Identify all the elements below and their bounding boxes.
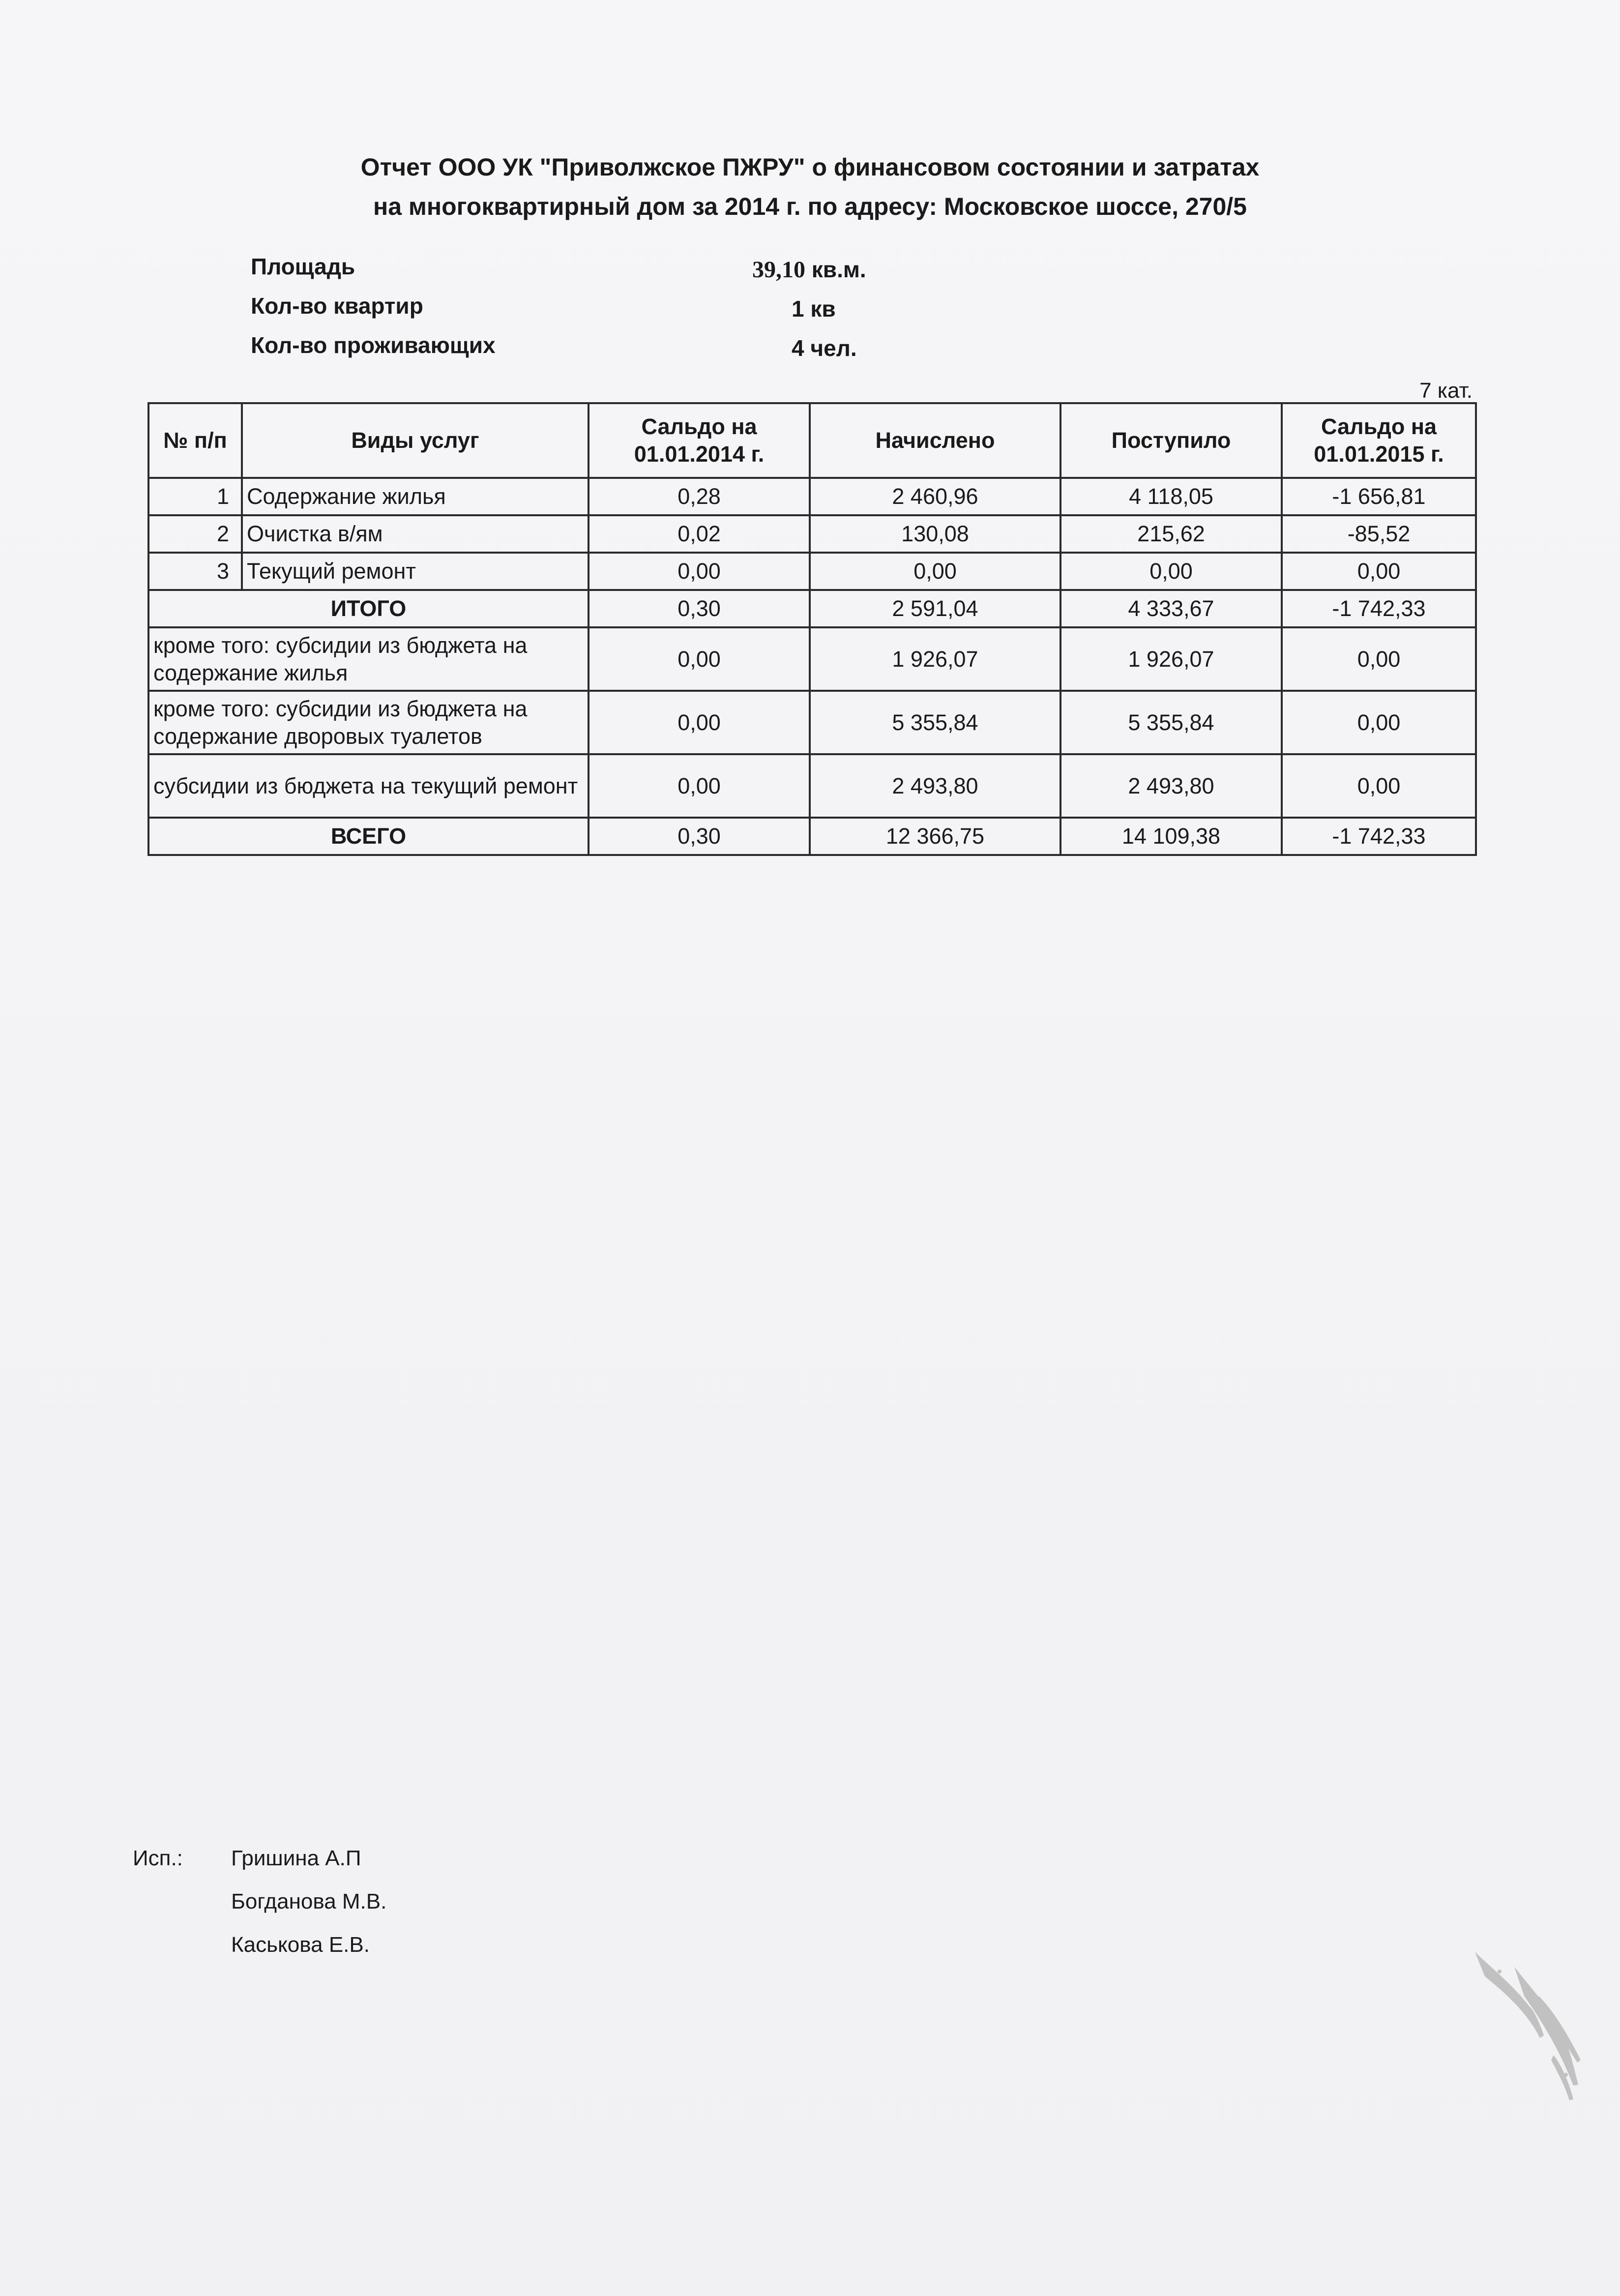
subsidy-row bbox=[148, 691, 1476, 754]
subsidy-saldo-start: 0,00 bbox=[589, 691, 810, 754]
report-title-line-2: на многоквартирный дом за 2014 г. по адресу: Московское шоссе, 270/5 bbox=[373, 193, 1247, 220]
info-row-area bbox=[251, 253, 939, 293]
vsego-saldo-end: -1 742,33 bbox=[1282, 818, 1476, 855]
executor-name: Каськова Е.В. bbox=[231, 1933, 370, 1957]
itogo-row bbox=[148, 590, 1476, 627]
subsidy-row bbox=[148, 627, 1476, 691]
subsidy-service: кроме того: субсидии из бюджета на содержание дворовых туалетов bbox=[148, 691, 589, 754]
row-service: Очистка в/ям bbox=[242, 515, 589, 553]
row-charged: 2 460,96 bbox=[810, 478, 1060, 515]
itogo-label: ИТОГО bbox=[148, 590, 589, 627]
table-row bbox=[148, 553, 1476, 590]
info-row-apartments bbox=[251, 293, 939, 332]
executors-label: Исп.: bbox=[133, 1846, 183, 1870]
subsidy-received: 1 926,07 bbox=[1060, 627, 1282, 691]
table-row bbox=[148, 478, 1476, 515]
apartments-value: 1 кв bbox=[792, 296, 836, 322]
vsego-charged: 12 366,75 bbox=[810, 818, 1060, 855]
row-saldo-end: 0,00 bbox=[1282, 553, 1476, 590]
executor-name: Богданова М.В. bbox=[231, 1889, 387, 1913]
row-saldo-start: 0,02 bbox=[589, 515, 810, 553]
row-num: 3 bbox=[148, 553, 242, 590]
building-info bbox=[251, 253, 939, 371]
area-label: Площадь bbox=[251, 254, 355, 279]
subsidy-received: 5 355,84 bbox=[1060, 691, 1282, 754]
subsidy-charged: 5 355,84 bbox=[810, 691, 1060, 754]
executors-list bbox=[231, 1846, 386, 1976]
subsidy-charged: 2 493,80 bbox=[810, 754, 1060, 818]
subsidy-saldo-start: 0,00 bbox=[589, 754, 810, 818]
residents-value: 4 чел. bbox=[792, 335, 857, 361]
row-service: Текущий ремонт bbox=[242, 553, 589, 590]
row-received: 0,00 bbox=[1060, 553, 1282, 590]
executor-name: Гришина А.П bbox=[231, 1846, 361, 1870]
row-charged: 0,00 bbox=[810, 553, 1060, 590]
row-num: 2 bbox=[148, 515, 242, 553]
subsidy-saldo-end: 0,00 bbox=[1282, 627, 1476, 691]
header-received: Поступило bbox=[1060, 403, 1282, 478]
subsidy-received: 2 493,80 bbox=[1060, 754, 1282, 818]
itogo-saldo-end: -1 742,33 bbox=[1282, 590, 1476, 627]
area-value: 39,10 кв.м. bbox=[752, 257, 866, 283]
scan-smudge bbox=[1455, 1937, 1603, 2114]
subsidy-service: кроме того: субсидии из бюджета на содержание жилья bbox=[148, 627, 589, 691]
header-num: № п/п bbox=[148, 403, 242, 478]
itogo-charged: 2 591,04 bbox=[810, 590, 1060, 627]
subsidy-saldo-end: 0,00 bbox=[1282, 754, 1476, 818]
financial-report-table bbox=[147, 402, 1477, 856]
table-header-row bbox=[148, 403, 1476, 478]
row-charged: 130,08 bbox=[810, 515, 1060, 553]
subsidy-row bbox=[148, 754, 1476, 818]
itogo-received: 4 333,67 bbox=[1060, 590, 1282, 627]
vsego-saldo-start: 0,30 bbox=[589, 818, 810, 855]
vsego-label: ВСЕГО bbox=[148, 818, 589, 855]
category-label: 7 кат. bbox=[1419, 379, 1473, 403]
row-saldo-start: 0,28 bbox=[589, 478, 810, 515]
header-saldo-start: Сальдо на 01.01.2014 г. bbox=[589, 403, 810, 478]
header-saldo-end: Сальдо на 01.01.2015 г. bbox=[1282, 403, 1476, 478]
row-saldo-end: -85,52 bbox=[1282, 515, 1476, 553]
row-saldo-start: 0,00 bbox=[589, 553, 810, 590]
header-charged: Начислено bbox=[810, 403, 1060, 478]
itogo-saldo-start: 0,30 bbox=[589, 590, 810, 627]
table-row bbox=[148, 515, 1476, 553]
subsidy-service: субсидии из бюджета на текущий ремонт bbox=[148, 754, 589, 818]
subsidy-saldo-start: 0,00 bbox=[589, 627, 810, 691]
report-title bbox=[0, 147, 1620, 226]
info-row-residents bbox=[251, 332, 939, 371]
row-received: 4 118,05 bbox=[1060, 478, 1282, 515]
subsidy-saldo-end: 0,00 bbox=[1282, 691, 1476, 754]
row-received: 215,62 bbox=[1060, 515, 1282, 553]
vsego-row bbox=[148, 818, 1476, 855]
row-num: 1 bbox=[148, 478, 242, 515]
subsidy-charged: 1 926,07 bbox=[810, 627, 1060, 691]
header-service: Виды услуг bbox=[242, 403, 589, 478]
row-service: Содержание жилья bbox=[242, 478, 589, 515]
row-saldo-end: -1 656,81 bbox=[1282, 478, 1476, 515]
report-title-line-1: Отчет ООО УК "Приволжское ПЖРУ" о финансовом состоянии и затратах bbox=[360, 153, 1260, 181]
vsego-received: 14 109,38 bbox=[1060, 818, 1282, 855]
residents-label: Кол-во проживающих bbox=[251, 332, 496, 358]
apartments-label: Кол-во квартир bbox=[251, 293, 423, 319]
